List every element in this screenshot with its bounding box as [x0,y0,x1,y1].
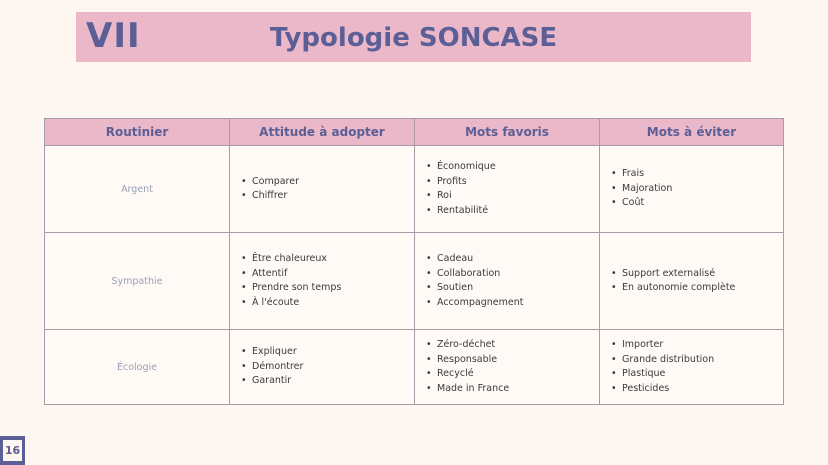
favoris-cell [415,330,600,405]
eviter-list [610,167,773,211]
list-item: • Frais [622,167,773,182]
list-item: • Prendre son temps [252,281,404,296]
attitude-cell [230,233,415,330]
attitude-cell [230,330,415,405]
list-item: • Importer [622,338,773,353]
favoris-list [425,252,589,310]
list-item: • Garantir [252,374,404,389]
eviter-list [610,338,773,396]
eviter-list [610,267,773,296]
list-item: • Majoration [622,182,773,197]
list-item: • Attentif [252,267,404,282]
list-item: • Grande distribution [622,353,773,368]
table-row [45,233,784,330]
page-number-badge [0,436,25,465]
list-item: • Cadeau [437,252,589,267]
list-item: • Zéro-déchet [437,338,589,353]
favoris-list [425,338,589,396]
list-item: • Démontrer [252,360,404,375]
attitude-list [240,345,404,389]
column-header-mots-a-eviter: Mots à éviter [600,119,784,146]
list-item: • Recyclé [437,367,589,382]
column-header-mots-favoris: Mots favoris [415,119,600,146]
favoris-cell [415,233,600,330]
list-item: • Rentabilité [437,204,589,219]
list-item: • Économique [437,160,589,175]
section-number: VII [86,16,141,56]
column-header-routinier: Routinier [45,119,230,146]
page-title: Typologie SONCASE [269,23,558,53]
favoris-cell [415,146,600,233]
list-item: • Accompagnement [437,296,589,311]
list-item: • Comparer [252,175,404,190]
attitude-list [240,252,404,310]
list-item: • Profits [437,175,589,190]
table-row [45,146,784,233]
attitude-list [240,175,404,204]
list-item: • Expliquer [252,345,404,360]
row-label-ecologie: Écologie [45,330,230,405]
list-item: • Collaboration [437,267,589,282]
attitude-cell [230,146,415,233]
list-item: • Coût [622,196,773,211]
column-header-attitude: Attitude à adopter [230,119,415,146]
list-item: • Chiffrer [252,189,404,204]
eviter-cell [600,146,784,233]
list-item: • Roi [437,189,589,204]
list-item: • Responsable [437,353,589,368]
list-item: • Soutien [437,281,589,296]
list-item: • Made in France [437,382,589,397]
row-label-sympathie: Sympathie [45,233,230,330]
table-header-row [45,119,784,146]
eviter-cell [600,233,784,330]
favoris-list [425,160,589,218]
table-row [45,330,784,405]
list-item: • Plastique [622,367,773,382]
list-item: • Pesticides [622,382,773,397]
list-item: • En autonomie complète [622,281,773,296]
list-item: • Support externalisé [622,267,773,282]
row-label-argent: Argent [45,146,230,233]
list-item: • Être chaleureux [252,252,404,267]
title-banner [76,12,751,62]
eviter-cell [600,330,784,405]
list-item: • À l'écoute [252,296,404,311]
typology-table [44,118,784,405]
page-number: 16 [3,440,22,461]
